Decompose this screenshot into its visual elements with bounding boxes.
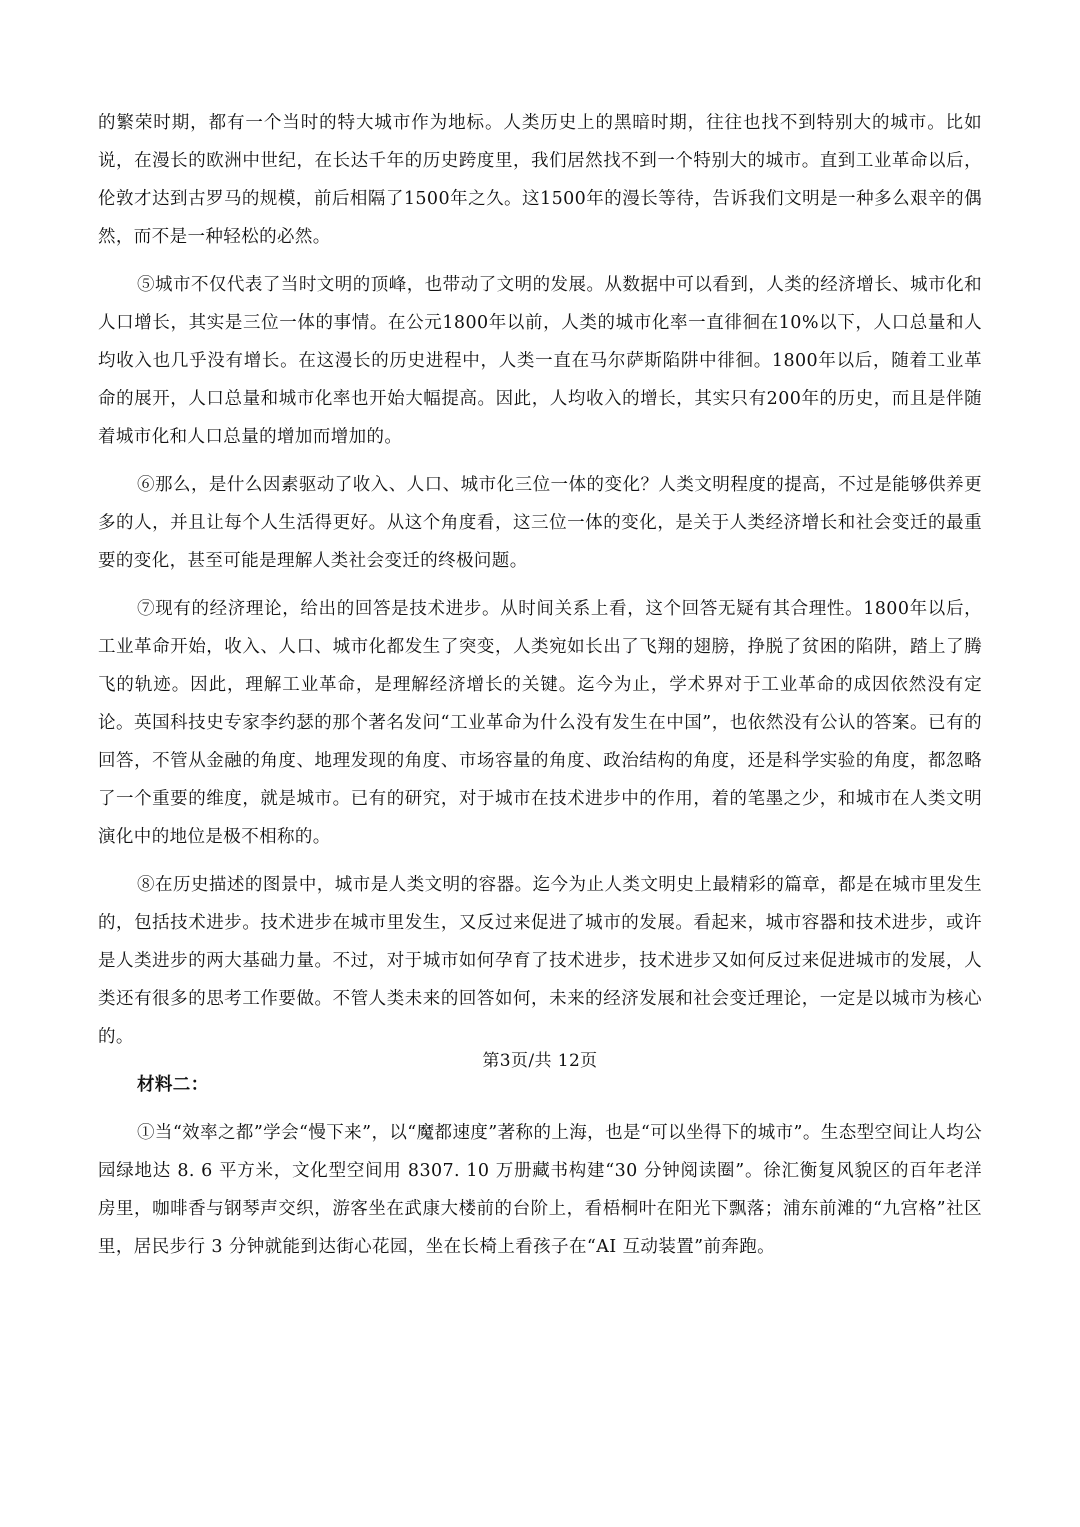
paragraph-6: ⑥那么，是什么因素驱动了收入、人口、城市化三位一体的变化？人类文明程度的提高，不过是能够供养更多的人，并且让每个人生活得更好。从这个角度看，这三位一体的变化，是关于人类经济增长和社会变迁的最重要的变化，甚至可能是理解人类社会变迁的终极问题。 bbox=[98, 475, 982, 571]
section-heading-material-2: 材料二： bbox=[137, 1075, 209, 1095]
paragraph-continued: 的繁荣时期，都有一个当时的特大城市作为地标。人类历史上的黑暗时期，往往也找不到特别大的城市。比如说，在漫长的欧洲中世纪，在长达千年的历史跨度里，我们居然找不到一个特别大的城市。直到工业革命以后，伦敦才达到古罗马的规模，前后相隔了1500年之久。这1500年的漫长等待，告诉我们文明是一种多么艰辛的偶然，而不是一种轻松的必然。 bbox=[98, 113, 982, 247]
paragraph-7: ⑦现有的经济理论，给出的回答是技术进步。从时间关系上看，这个回答无疑有其合理性。1800年以后，工业革命开始，收入、人口、城市化都发生了突变，人类宛如长出了飞翔的翅膀，挣脱了贫困的陷阱，踏上了腾飞的轨迹。因此，理解工业革命，是理解经济增长的关键。迄今为止，学术界对于工业革命的成因依然没有定论。英国科技史专家李约瑟的那个著名发问“工业革命为什么没有发生在中国”，也依然没有公认的答案。已有的回答，不管从金融的角度、地理发现的角度、市场容量的角度、政治结构的角度，还是科学实验的角度，都忽略了一个重要的维度，就是城市。已有的研究，对于城市在技术进步中的作用，着的笔墨之少，和城市在人类文明演化中的地位是极不相称的。 bbox=[98, 599, 982, 847]
material-2-paragraph-1: ①当“效率之都”学会“慢下来”，以“魔都速度”著称的上海，也是“可以坐得下的城市”。生态型空间让人均公园绿地达 8. 6 平方米，文化型空间用 8307. 10 万册藏书构建“30 分钟阅读圈”。徐汇衡复风貌区的百年老洋房里，咖啡香与钢琴声交织，游客坐在武康大楼前的台阶上，看梧桐叶在阳光下飘落；浦东前滩的“九宫格”社区里，居民步行 3 分钟就能到达街心花园，坐在长椅上看孩子在“AI 互动装置”前奔跑。 bbox=[98, 1123, 982, 1257]
paragraph-8: ⑧在历史描述的图景中，城市是人类文明的容器。迄今为止人类文明史上最精彩的篇章，都是在城市里发生的，包括技术进步。技术进步在城市里发生，又反过来促进了城市的发展。看起来，城市容器和技术进步，或许是人类进步的两大基础力量。不过，对于城市如何孕育了技术进步，技术进步又如何反过来促进城市的发展，人类还有很多的思考工作要做。不管人类未来的回答如何，未来的经济发展和社会变迁理论，一定是以城市为核心的。 bbox=[98, 875, 982, 1047]
paragraph-5: ⑤城市不仅代表了当时文明的顶峰，也带动了文明的发展。从数据中可以看到，人类的经济增长、城市化和人口增长，其实是三位一体的事情。在公元1800年以前，人类的城市化率一直徘徊在10%以下，人口总量和人均收入也几乎没有增长。在这漫长的历史进程中，人类一直在马尔萨斯陷阱中徘徊。1800年以后，随着工业革命的展开，人口总量和城市化率也开始大幅提高。因此，人均收入的增长，其实只有200年的历史，而且是伴随着城市化和人口总量的增加而增加的。 bbox=[98, 275, 982, 447]
page-number: 第3页/共 12页 bbox=[482, 1051, 598, 1071]
document-body bbox=[98, 104, 982, 1276]
